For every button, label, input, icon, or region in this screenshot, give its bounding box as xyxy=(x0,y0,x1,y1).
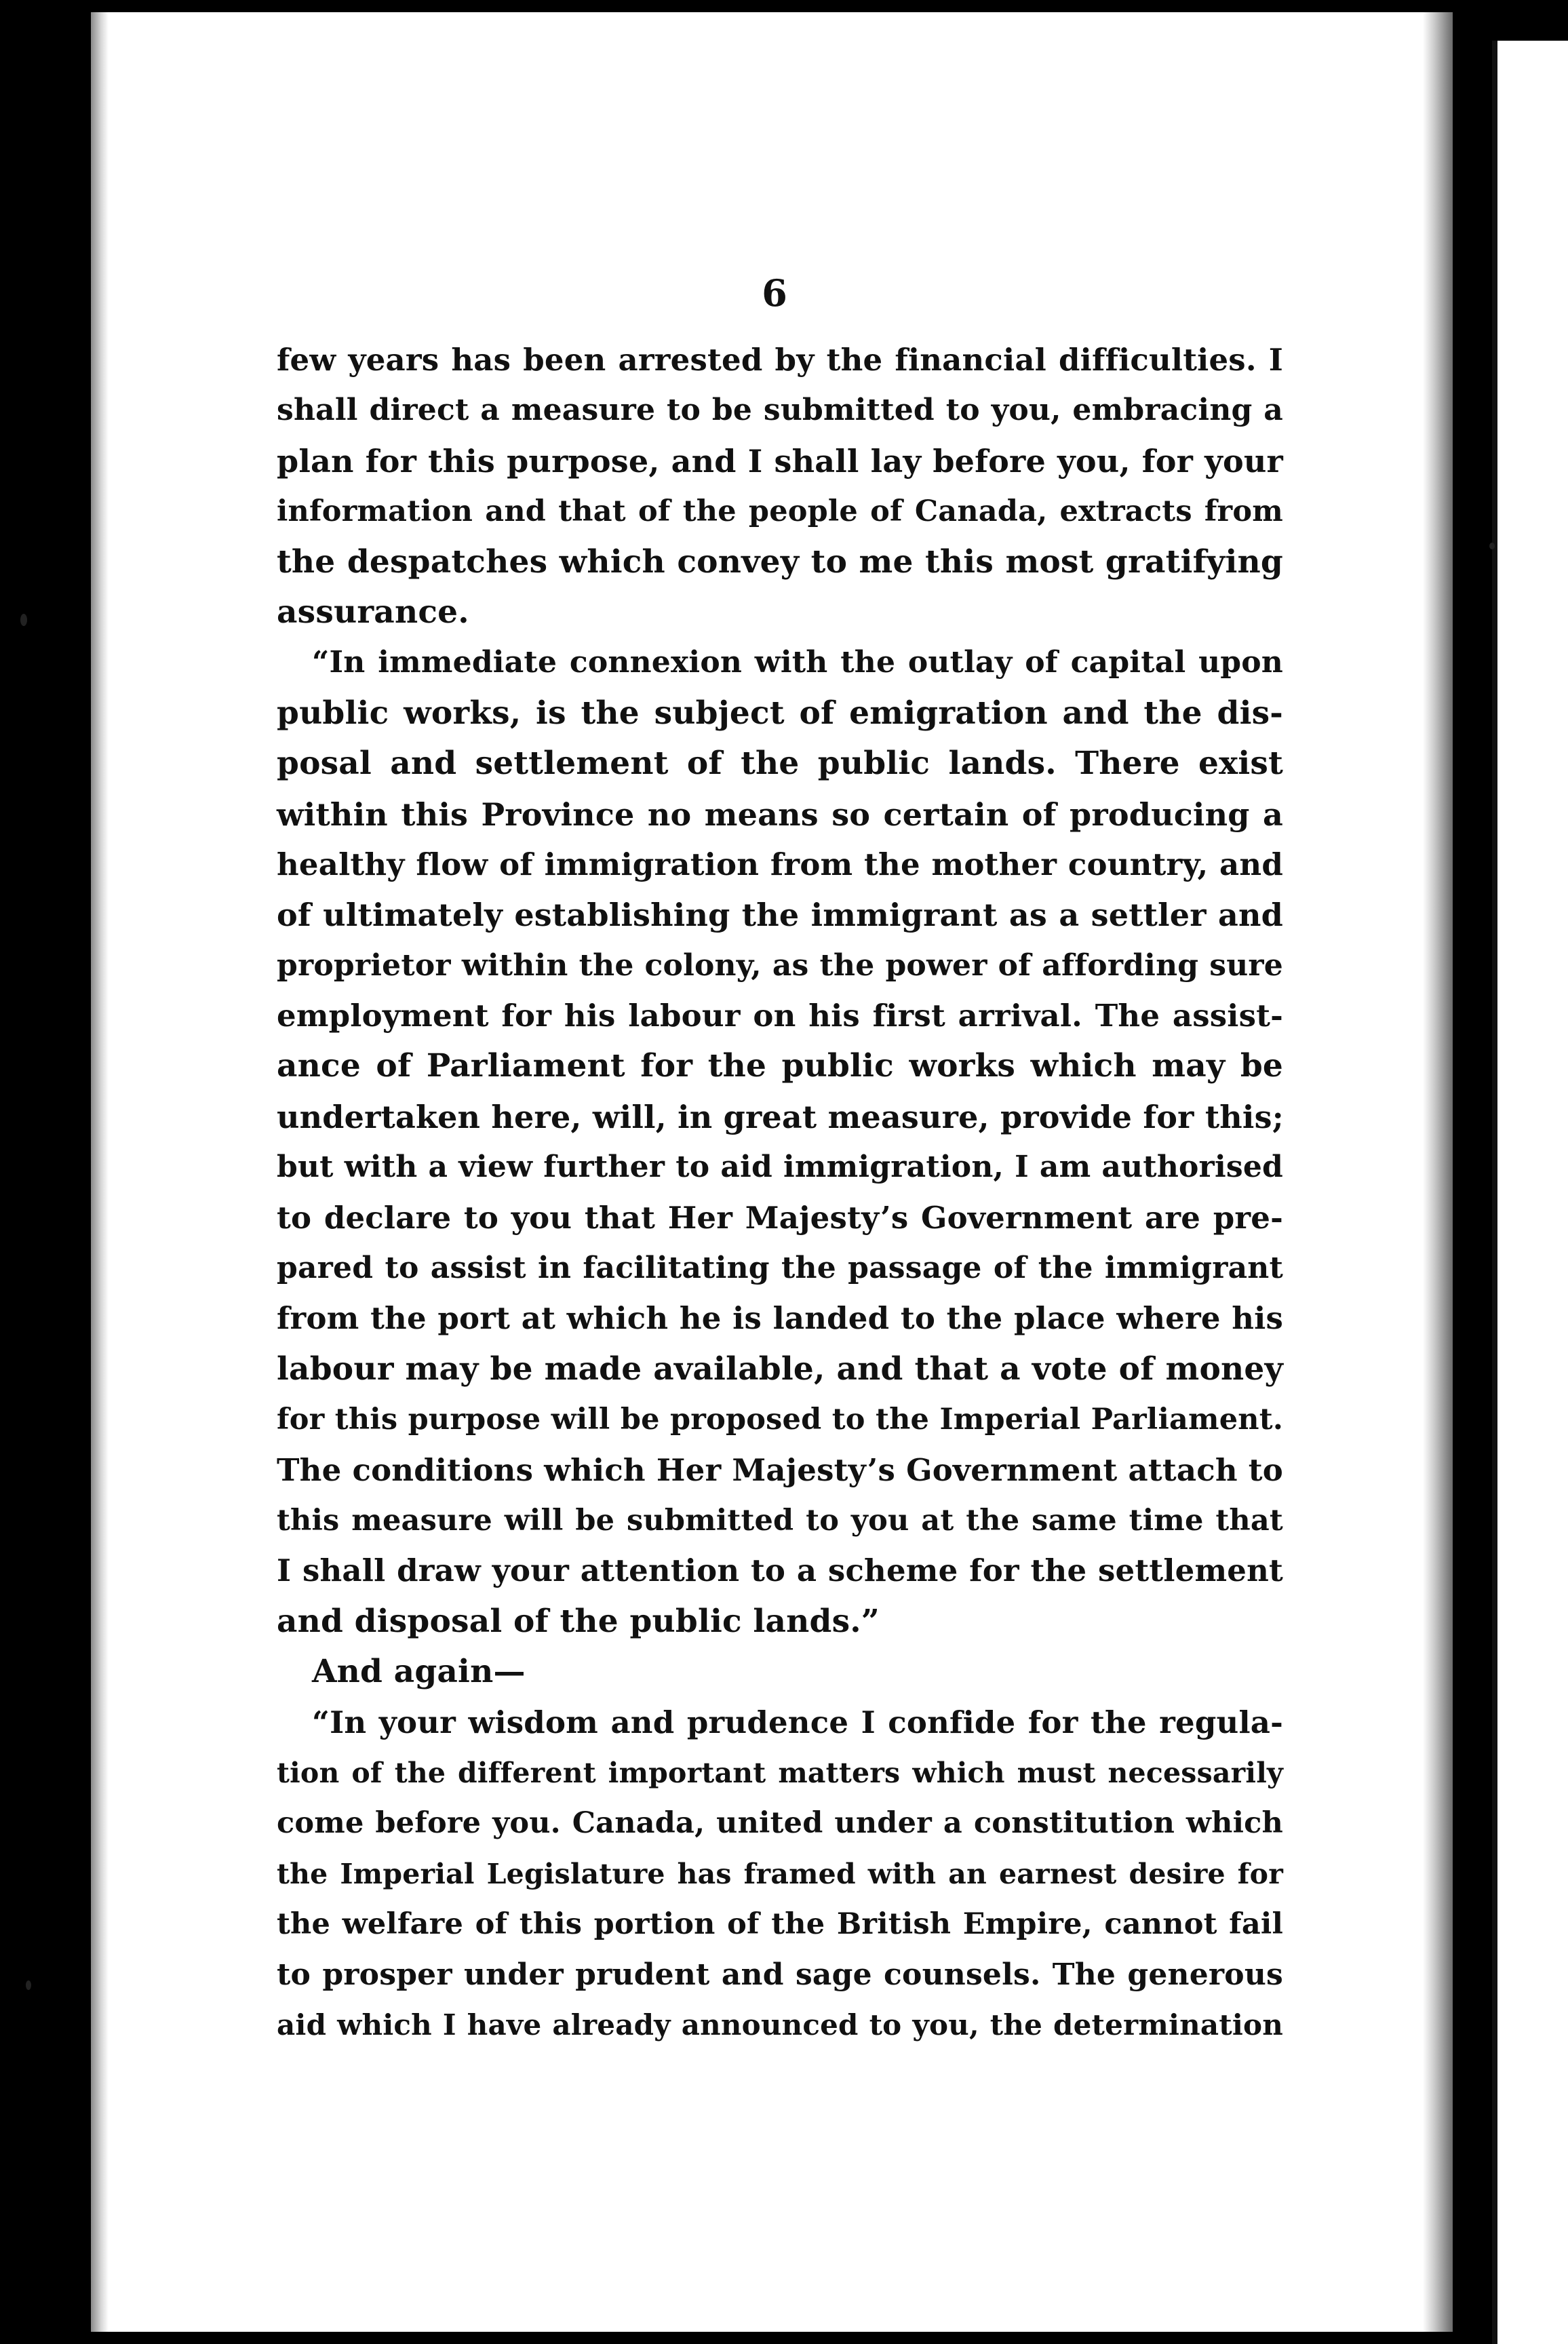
text-line: within this Province no means so certain of producing a xyxy=(277,796,1283,833)
text-line: tion of the different important matters which must necessarily xyxy=(277,1756,1283,1789)
text-line: information and that of the people of Canada, extracts from xyxy=(277,494,1283,529)
text-line: to prosper under prudent and sage counsels. The generous xyxy=(277,1957,1283,1992)
text-line: “In immediate connexion with the outlay of capital upon xyxy=(312,645,1283,680)
text-line: “In your wisdom and prudence I confide for the regula- xyxy=(312,1704,1283,1740)
text-line: for this purpose will be proposed to the Imperial Parliament. xyxy=(277,1403,1283,1437)
text-line: And again— xyxy=(312,1653,526,1691)
scan-speck xyxy=(20,614,27,626)
text-line: plan for this purpose, and I shall lay before you, for your xyxy=(277,442,1283,480)
text-line: and disposal of the public lands.” xyxy=(277,1602,880,1640)
text-line: labour may be made available, and that a vote of money xyxy=(277,1350,1283,1388)
text-line: I shall draw your attention to a scheme for the settlement xyxy=(277,1552,1283,1589)
scan-speck xyxy=(26,1980,31,1990)
text-line: public works, is the subject of emigration and the dis- xyxy=(277,694,1283,732)
text-line: the despatches which convey to me this most gratifying xyxy=(277,543,1283,581)
text-line: from the port at which he is landed to the place where his xyxy=(277,1300,1283,1337)
text-line: of ultimately establishing the immigrant as a settler and xyxy=(277,897,1283,934)
text-line: the welfare of this portion of the British Empire, cannot fail xyxy=(277,1907,1283,1942)
facing-page-edge xyxy=(1492,41,1568,2344)
text-line: aid which I have already announced to you, the determination xyxy=(277,2008,1283,2042)
text-line: employment for his labour on his first arrival. The assist- xyxy=(277,998,1283,1034)
text-line: posal and settlement of the public lands. There exist xyxy=(277,745,1283,783)
text-line: healthy flow of immigration from the mother country, and xyxy=(277,846,1283,882)
text-line: proprietor within the colony, as the power of affording sure xyxy=(277,948,1283,983)
text-line: come before you. Canada, united under a constitution which xyxy=(277,1806,1283,1841)
page-edge-shadow xyxy=(1423,12,1453,2332)
text-line: this measure will be submitted to you at the same time that xyxy=(277,1503,1283,1538)
text-line: but with a view further to aid immigration, I am authorised xyxy=(277,1150,1283,1185)
text-line: ance of Parliament for the public works which may be xyxy=(277,1047,1283,1085)
text-line: assurance. xyxy=(277,593,469,631)
text-line: shall direct a measure to be submitted to you, embracing a xyxy=(277,393,1283,428)
text-line: to declare to you that Her Majesty’s Government are pre- xyxy=(277,1199,1283,1236)
page-gutter-shadow xyxy=(91,12,109,2332)
text-line: the Imperial Legislature has framed with an earnest desire for xyxy=(277,1857,1283,1890)
text-line: pared to assist in facilitating the passage of the immigrant xyxy=(277,1251,1283,1286)
page-number: 6 xyxy=(762,271,787,315)
text-line: few years has been arrested by the financial difficulties. I xyxy=(277,342,1283,378)
text-line: The conditions which Her Majesty’s Government attach to xyxy=(277,1451,1283,1488)
body-text xyxy=(277,335,1283,2050)
text-line: undertaken here, will, in great measure, provide for this; xyxy=(277,1098,1284,1135)
scan-speck xyxy=(1489,543,1495,549)
